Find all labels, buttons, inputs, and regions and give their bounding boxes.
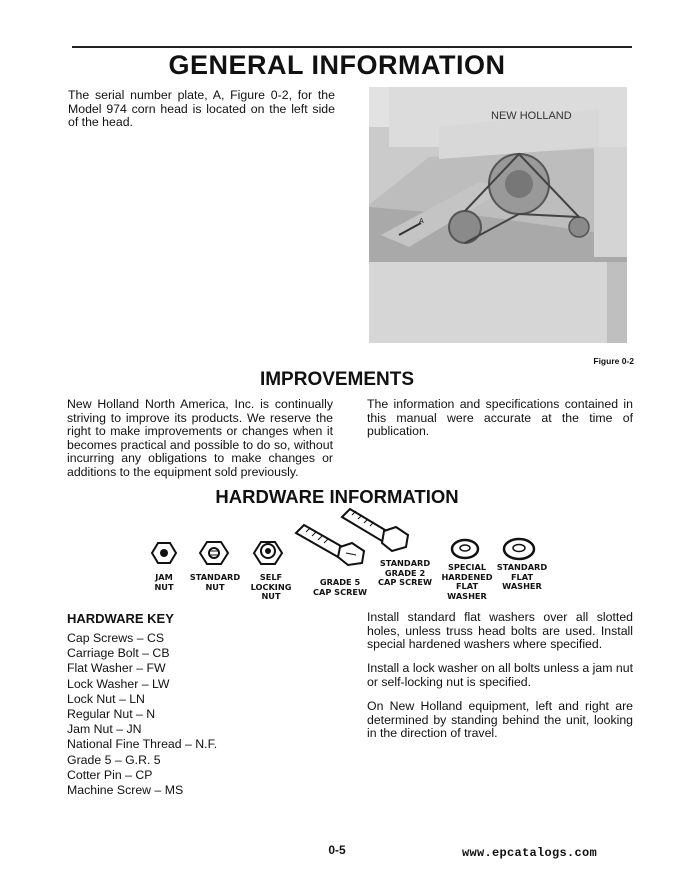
hardware-key-list: [67, 631, 217, 798]
jam-nut-icon: [152, 543, 176, 563]
key-entry: Lock Washer – LW: [67, 676, 170, 691]
note-flat-washers: Install standard flat washers over all slotted holes, unless truss head bolts are used. Install special hardened washers where specified.: [367, 610, 633, 652]
self-locking-nut-icon: [254, 542, 282, 564]
hardware-label-standard-nut: STANDARD NUT: [189, 572, 241, 592]
key-entry: Grade 5 – G.R. 5: [67, 752, 161, 767]
hardware-label-grade-2: STANDARD GRADE 2 CAP SCREW: [377, 558, 433, 587]
note-lock-washer: Install a lock washer on all bolts unless a jam nut or self-locking nut is specified.: [367, 661, 633, 689]
improvements-right-text: The information and specifications contained in this manual were accurate at the time of publication.: [367, 397, 633, 439]
key-entry: Regular Nut – N: [67, 707, 156, 722]
key-entry: Lock Nut – LN: [67, 691, 145, 706]
hardware-label-hardened-washer: SPECIAL HARDENED FLAT WASHER: [441, 562, 493, 601]
grade-5-cap-screw-icon: [296, 525, 364, 565]
key-entry: Machine Screw – MS: [67, 783, 184, 798]
hardware-key-heading: HARDWARE KEY: [67, 611, 174, 626]
photo-label-a: A: [419, 218, 424, 225]
hardened-washer-icon: [452, 540, 478, 558]
key-entry: Flat Washer – FW: [67, 661, 166, 676]
hardware-label-grade-5: GRADE 5 CAP SCREW: [312, 577, 368, 597]
improvements-heading: IMPROVEMENTS: [259, 369, 415, 390]
header-rule: [72, 46, 632, 48]
key-entry: Cap Screws – CS: [67, 631, 165, 645]
note-left-right: On New Holland equipment, left and right are determined by standing behind the unit, looking in the direction of travel.: [367, 699, 633, 741]
key-entry: Carriage Bolt – CB: [67, 646, 170, 661]
flat-washer-icon: [504, 539, 534, 559]
hardware-heading: HARDWARE INFORMATION: [215, 486, 459, 507]
key-entry: Jam Nut – JN: [67, 722, 142, 737]
standard-nut-icon: [200, 542, 228, 564]
page-number: 0-5: [328, 843, 346, 857]
improvements-left-text: New Holland North America, Inc. is continually striving to improve its products. We reserve the right to make improvements or changes when it becomes practical and possible to do so, without incurring any obligations to make changes or additions to the equipment sold previously.: [67, 397, 333, 479]
page-title: GENERAL INFORMATION: [168, 50, 506, 80]
hardware-label-jam-nut: JAM NUT: [154, 572, 174, 592]
key-entry: Cotter Pin – CP: [67, 767, 153, 782]
figure-caption: Figure 0-2: [593, 356, 634, 366]
hardware-label-self-locking-nut: SELF LOCKING NUT: [250, 572, 292, 601]
hardware-label-flat-washer: STANDARD FLAT WASHER: [496, 562, 548, 591]
serial-plate-photo: [369, 87, 627, 343]
watermark-url: www.epcatalogs.com: [462, 846, 598, 860]
key-entry: National Fine Thread – N.F.: [67, 737, 218, 752]
intro-paragraph: The serial number plate, A, Figure 0-2, for the Model 974 corn head is located on the left side of the head.: [68, 88, 335, 130]
photo-brand-text: NEW HOLLAND: [491, 110, 572, 122]
